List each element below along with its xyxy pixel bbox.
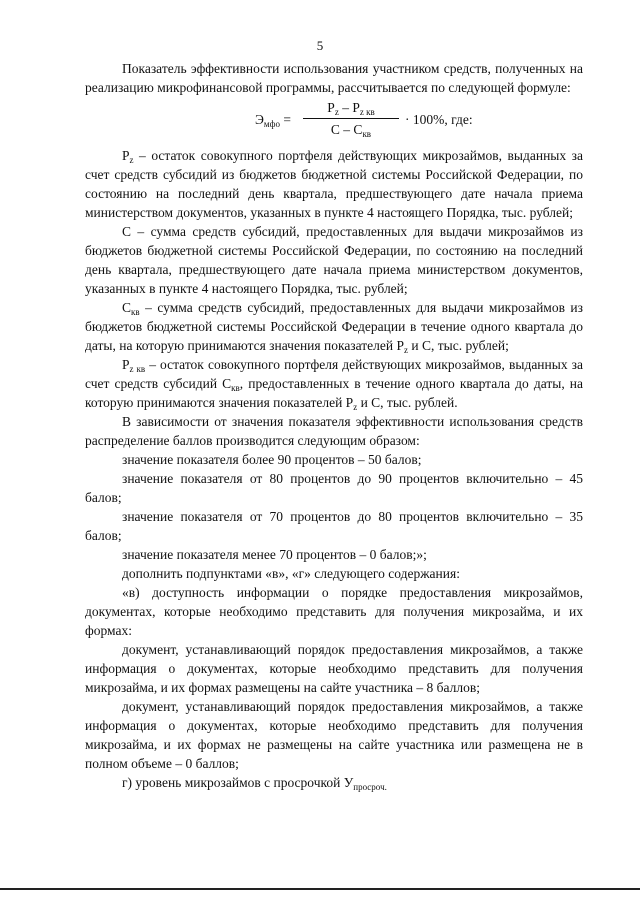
value-line-1: значение показателя более 90 процентов – 50 балов; bbox=[122, 452, 422, 467]
efficiency-formula bbox=[85, 98, 583, 142]
formula-numerator: $P_z - P_{z кв}$ bbox=[303, 98, 399, 119]
page-number: 5 bbox=[316, 38, 324, 53]
document-option-1: документ, устанавливающий порядок предоставления микрозаймов, а также информация о документах, которые необходимо представить для получения микрозайма, и их формах размещены на сайте участника – 8 баллов; bbox=[85, 642, 583, 695]
definition-c: С – сумма средств субсидий, предоставленных для выдачи микрозаймов из бюджетов бюджетной системы Российской Федерации, по состоянию на последний день квартала, предшествующего дате начала приема министерством документов, указанных в пункте 4 настоящего Порядка, тыс. рублей; bbox=[85, 224, 583, 296]
value-line-4: значение показателя менее 70 процентов – 0 балов;»; bbox=[122, 547, 427, 562]
item-g: г) уровень микрозаймов с просрочкой $У_{просроч.}$ bbox=[122, 775, 387, 792]
item-v: «в) доступность информации о порядке предоставления микрозаймов, документах, которые необходимо представить для получения микрозайма, и их формах: bbox=[85, 585, 583, 638]
definition-pz: $P_z$ – остаток совокупного портфеля действующих микрозаймов, выданных за счет средств субсидий из бюджетов бюджетной системы Российской Федерации, по состоянию на последний день квартала, предшествующего дате начала приема министерством документов, указанных в пункте 4 настоящего Порядка, тыс. рублей; bbox=[85, 148, 583, 220]
value-line-2: значение показателя от 80 процентов до 90 процентов включительно – 45 балов; bbox=[85, 471, 583, 505]
value-line-3: значение показателя от 70 процентов до 80 процентов включительно – 35 балов; bbox=[85, 509, 583, 543]
bottom-rule bbox=[0, 888, 640, 890]
definition-pzkv: $P_{z кв}$ – остаток совокупного портфеля действующих микрозаймов, выданных за счет средств субсидий $С_{кв}$, предоставленных в течение одного квартала до даты, на которую принимаются значения показателей $P_z$ и С, тыс. рублей. bbox=[85, 357, 583, 412]
supplement-line: дополнить подпунктами «в», «г» следующего содержания: bbox=[122, 566, 460, 581]
formula-fraction bbox=[303, 98, 399, 139]
formula-rhs: · 100%, где: bbox=[405, 112, 473, 127]
formula-denominator: C – $C_{кв}$ bbox=[330, 122, 372, 139]
definition-ckv: $С_{кв}$ – сумма средств субсидий, предоставленных для выдачи микрозаймов из бюджетов бюджетной системы Российской Федерации в течение одного квартала до даты, на которую принимаются значения показателей $P_z$ и С, тыс. рублей; bbox=[85, 300, 583, 355]
distribution-paragraph: В зависимости от значения показателя эффективности использования средств распределение баллов производится следующим образом: bbox=[85, 414, 583, 448]
document-body bbox=[85, 59, 583, 792]
formula-lhs: $Э_{мфо}$ = bbox=[255, 112, 291, 129]
intro-paragraph: Показатель эффективности использования участником средств, полученных на реализацию микрофинансовой программы, рассчитывается по следующей формуле: bbox=[85, 61, 583, 95]
document-option-2: документ, устанавливающий порядок предоставления микрозаймов, а также информация о документах, которые необходимо представить для получения микрозайма, и их формах не размещены на сайте участника или размещена не в полном объеме – 0 баллов; bbox=[85, 699, 583, 771]
